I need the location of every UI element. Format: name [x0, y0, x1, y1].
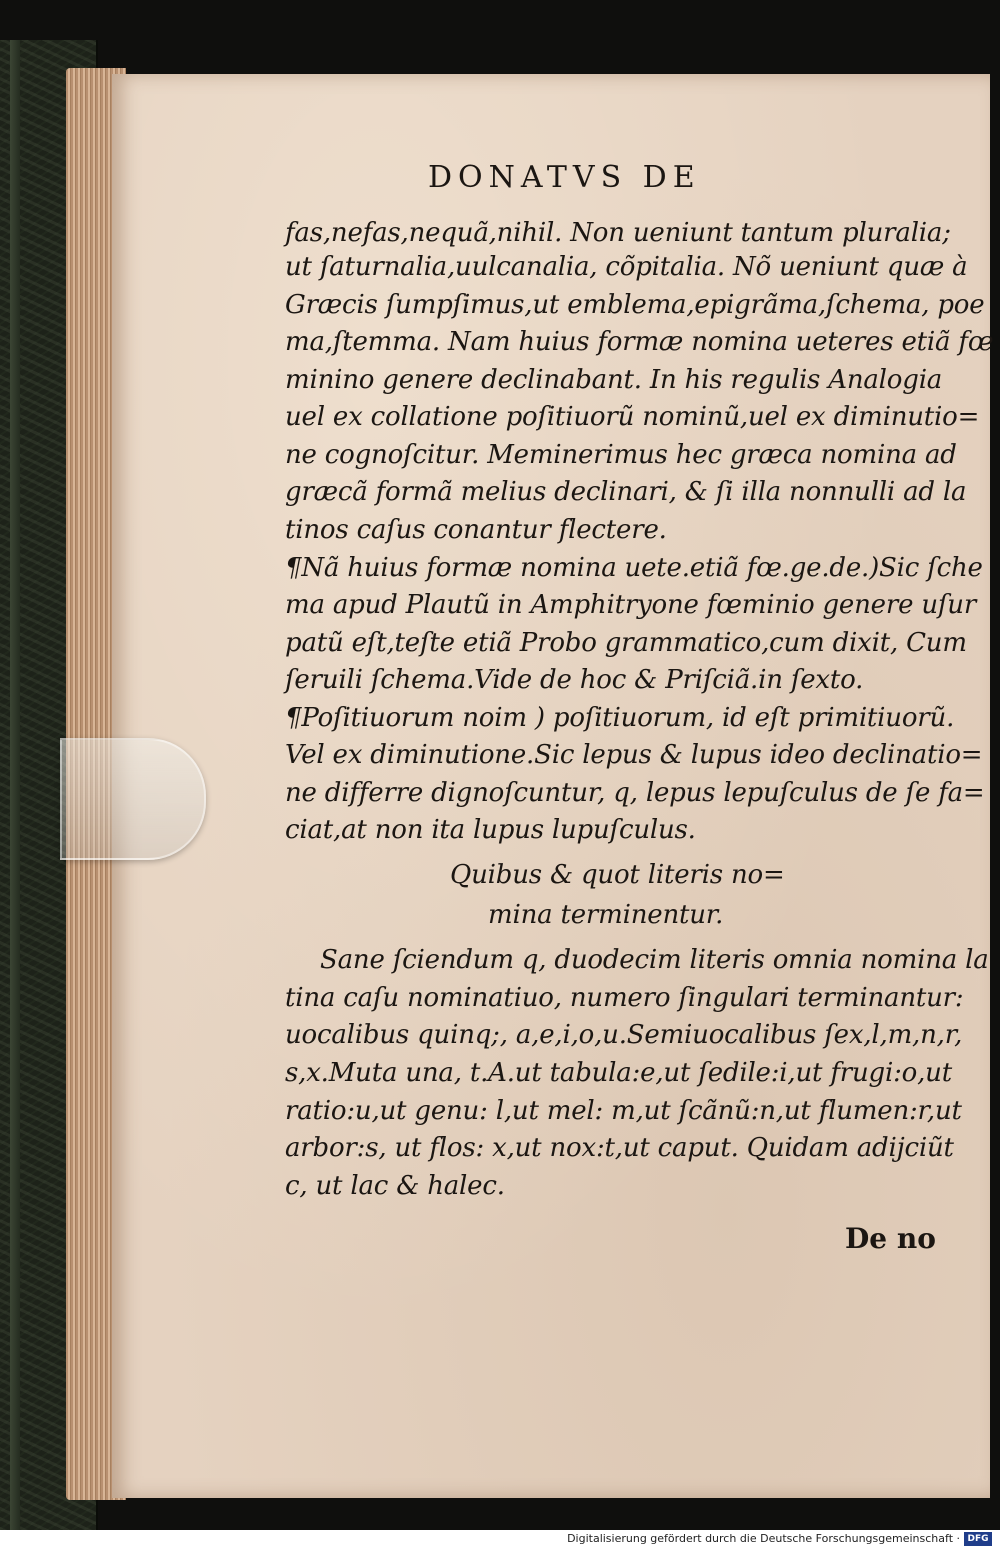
text-line: ¶Nã huius formæ nomina uete.etiã fœ.ge.de.)Sic ſche: [285, 553, 983, 583]
funding-credit: Digitalisierung gefördert durch die Deutsche Forschungsgemeinschaft ·: [567, 1532, 960, 1545]
text-line: ut ſaturnalia,uulcanalia, cõpitalia. Nõ ueniunt quæ à: [285, 252, 968, 282]
text-line: ne cognoſcitur. Meminerimus hec græca nomina ad: [285, 440, 957, 470]
text-line: patũ eſt,teſte etiã Probo grammatico,cum dixit, Cum: [285, 628, 967, 658]
text-line: arbor:s, ut flos: x,ut nox:t,ut caput. Quidam adijciũt: [285, 1133, 954, 1163]
section-heading-line: mina terminentur.: [488, 900, 724, 930]
text-line: Græcis ſumpſimus,ut emblema,epigrãma,ſchema, poe: [285, 290, 985, 320]
text-line: uel ex collatione poſitiuorũ nominũ,uel ex diminutio=: [285, 402, 980, 432]
text-line: fas,nefas,nequã,nihil. Non ueniunt tantum pluralia;: [285, 218, 951, 248]
text-line: c, ut lac & halec.: [285, 1171, 505, 1201]
text-line: tinos caſus conantur flectere.: [285, 515, 667, 545]
text-line: ma apud Plautũ in Amphitryone fœminio genere uſur: [285, 590, 977, 620]
dfg-logo: DFG: [964, 1532, 992, 1546]
text-line: ſeruili ſchema.Vide de hoc & Priſciã.in ſexto.: [285, 665, 864, 695]
text-line: græcã formã melius declinari, & ſi illa nonnulli ad la: [285, 477, 967, 507]
text-line: minino genere declinabant. In his regulis Analogia: [285, 365, 943, 395]
text-line: Sane ſciendum q, duodecim literis omnia nomina la: [320, 945, 989, 975]
text-line: ratio:u,ut genu: l,ut mel: m,ut ſcãnũ:n,ut flumen:r,ut: [285, 1096, 962, 1126]
text-line: uocalibus quinq;, a,e,i,o,u.Semiuocalibus ſex,l,m,n,r,: [285, 1020, 963, 1050]
catchword: De no: [845, 1222, 936, 1255]
text-line: ¶Poſitiuorum noim ) poſitiuorum, id eſt primitiuorũ.: [285, 703, 955, 733]
text-line: s,x.Muta una, t.A.ut tabula:e,ut ſedile:i,ut frugi:o,ut: [285, 1058, 952, 1088]
text-line: Vel ex diminutione.Sic lepus & lupus ideo declinatio=: [285, 740, 983, 770]
text-line: tina caſu nominatiuo, numero ſingulari terminantur:: [285, 983, 964, 1013]
text-line: ciat,at non ita lupus lupuſculus.: [285, 815, 696, 845]
text-line: ne differre dignoſcuntur, q, lepus lepuſculus de ſe fa=: [285, 778, 985, 808]
section-heading-line: Quibus & quot literis no=: [450, 860, 785, 890]
running-header: DONATVS DE: [428, 160, 701, 195]
page-clip: [60, 738, 206, 860]
text-line: ma,ſtemma. Nam huius formæ nomina ueteres etiã fœ: [285, 327, 994, 357]
